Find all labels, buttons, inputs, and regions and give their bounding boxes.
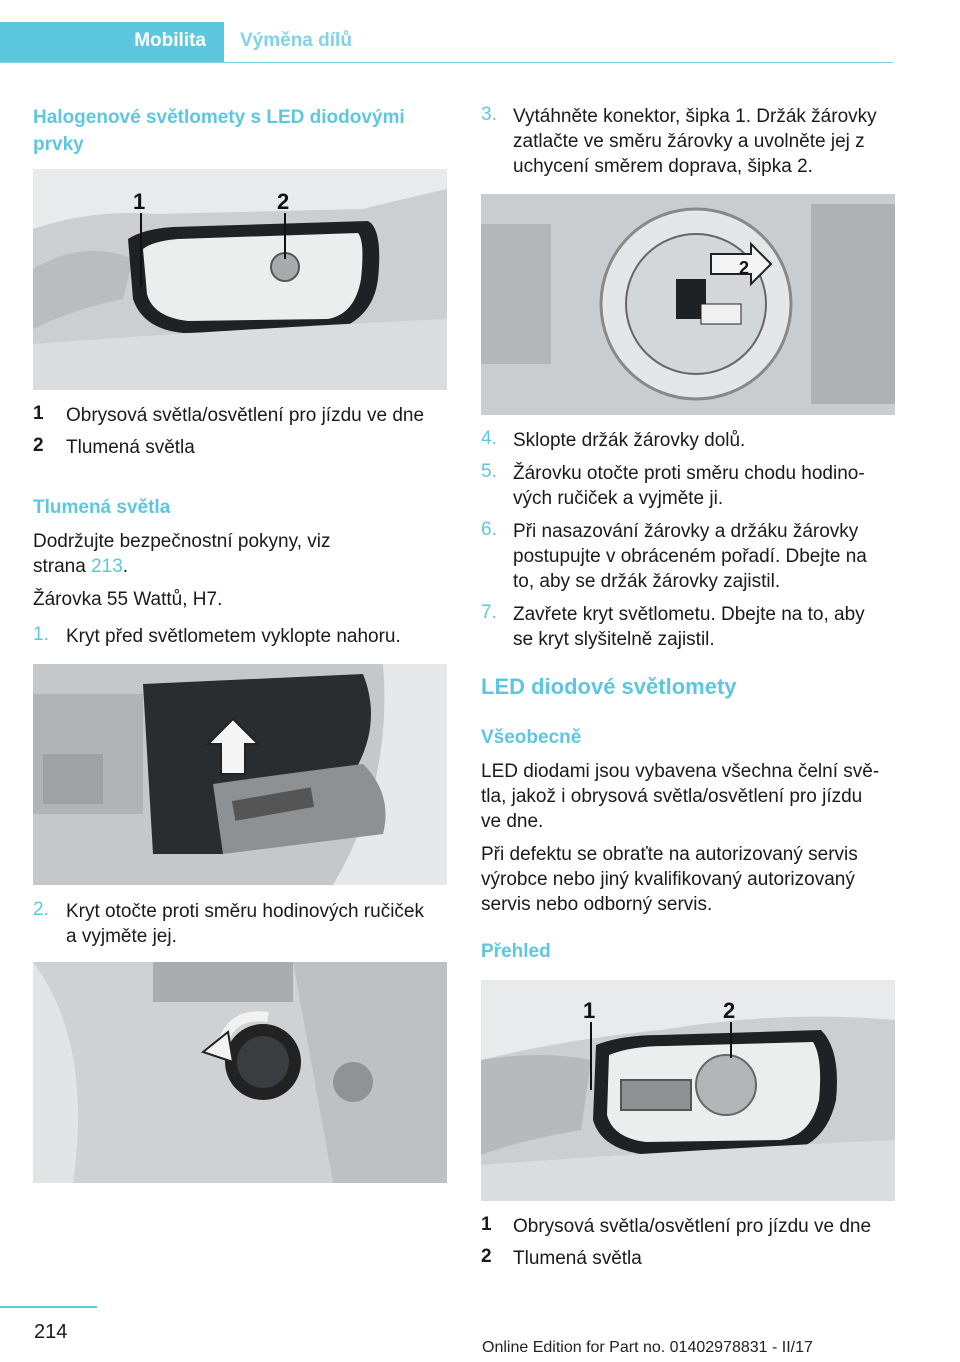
connector-removal-figure [481, 194, 895, 415]
defect-text: servis nebo odborný servis. [481, 894, 713, 915]
step-number: 3. [481, 104, 497, 125]
step-number: 2. [33, 899, 49, 920]
step-text: Kryt před světlometem vyklopte nahoru. [66, 626, 401, 647]
general-text: ve dne. [481, 811, 544, 832]
safety-note-line: Dodržujte bezpečnostní pokyny, viz [33, 531, 331, 552]
halogen-heading: Halogenové světlomety s LED diodovými prvky [33, 107, 405, 155]
step-text: postupujte v obráceném pořadí. Dbejte na [513, 546, 867, 567]
step-text: to, aby se držák žárovky zajistil. [513, 571, 781, 592]
legend-number: 1 [481, 1214, 492, 1235]
step-text: uchycení směrem doprava, šipka 2. [513, 156, 813, 177]
figure-callout-2: 2 [277, 189, 290, 214]
bulb-spec: Žárovka 55 Wattů, H7. [33, 589, 223, 610]
step-number: 7. [481, 602, 497, 623]
header-divider [0, 62, 893, 63]
section-title: Mobilita [134, 30, 206, 51]
cover-flip-up-figure [33, 664, 447, 885]
subsection-title: Výměna dílů [240, 30, 352, 51]
legend-text: Obrysová světla/osvětlení pro jízdu ve dne [513, 1216, 872, 1237]
legend-number: 2 [481, 1246, 492, 1267]
legend-number: 1 [33, 403, 44, 424]
figure-callout-1: 1 [583, 998, 596, 1023]
step-text: a vyjměte jej. [66, 926, 177, 947]
cover-rotate-figure [33, 962, 447, 1183]
general-heading: Všeobecně [481, 727, 582, 748]
overview-heading: Přehled [481, 941, 551, 962]
safety-note-line [33, 554, 128, 579]
page-reference-link[interactable]: 213 [91, 556, 123, 577]
led-headlight-figure [481, 980, 895, 1201]
defect-text: výrobce nebo jiný kvalifikovaný autorizovaný [481, 869, 855, 890]
led-headlights-heading: LED diodové světlomety [481, 674, 737, 699]
step-number: 1. [33, 624, 49, 645]
defect-text: Při defektu se obraťte na autorizovaný servis [481, 844, 858, 865]
step-text: Sklopte držák žárovky dolů. [513, 430, 746, 451]
safety-prefix: strana [33, 556, 92, 577]
general-text: tla, jakož i obrysová světla/osvětlení pro jízdu [481, 786, 863, 807]
step-text: se kryt slyšitelně zajistil. [513, 629, 715, 650]
step-number: 5. [481, 461, 497, 482]
step-number: 4. [481, 428, 497, 449]
safety-suffix: . [122, 556, 129, 577]
edition-info: Online Edition for Part no. 01402978831 - II/17 [482, 1339, 813, 1356]
step-text: Při nasazování žárovky a držáku žárovky [513, 521, 859, 542]
page-number: 214 [34, 1321, 68, 1343]
step-text: vých ručiček a vyjměte ji. [513, 488, 724, 509]
step-text: zatlačte ve směru žárovky a uvolněte jej z [513, 131, 865, 152]
halogen-headlight-figure [33, 169, 447, 390]
step-text: Zavřete kryt světlometu. Dbejte na to, aby [513, 604, 865, 625]
legend-number: 2 [33, 435, 44, 456]
low-beam-heading: Tlumená světla [33, 497, 171, 518]
legend-text: Tlumená světla [513, 1248, 642, 1269]
step-number: 6. [481, 519, 497, 540]
arrow-callout-2: 2 [739, 258, 750, 278]
step-text: Vytáhněte konektor, šipka 1. Držák žárovky [513, 106, 877, 127]
legend-text: Obrysová světla/osvětlení pro jízdu ve dne [66, 405, 425, 426]
footer-divider [0, 1306, 97, 1308]
figure-callout-1: 1 [133, 189, 146, 214]
legend-text: Tlumená světla [66, 437, 195, 458]
step-text: Žárovku otočte proti směru chodu hodino‐ [513, 463, 865, 484]
figure-callout-2: 2 [723, 998, 736, 1023]
general-text: LED diodami jsou vybavena všechna čelní svě‐ [481, 761, 880, 782]
step-text: Kryt otočte proti směru hodinových ručiček [66, 901, 424, 922]
section-tab [0, 22, 224, 62]
